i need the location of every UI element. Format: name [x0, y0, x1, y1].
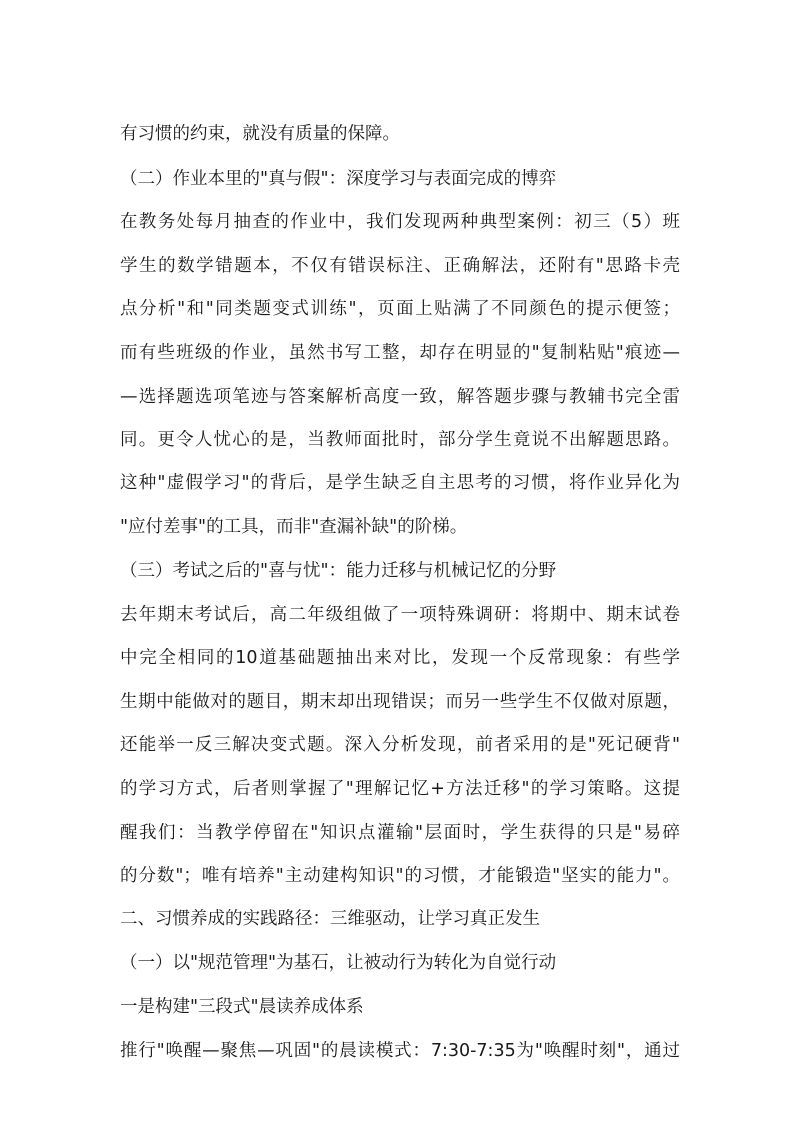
section-heading: （二）作业本里的"真与假"：深度学习与表面完成的博弈: [120, 168, 557, 189]
paragraph-line: 的分数"；唯有培养"主动建构知识"的习惯，才能锻造"坚实的能力"。: [120, 865, 680, 886]
paragraph-line: 去年期末考试后，高二年级组做了一项特殊调研：将期中、期末试卷: [120, 604, 680, 625]
paragraph-line: 这种"虚假学习"的背后，是学生缺乏自主思考的习惯，将作业异化为: [120, 472, 680, 493]
paragraph-line: 在教务处每月抽查的作业中，我们发现两种典型案例：初三（5）班: [120, 211, 680, 232]
paragraph-line: 还能举一反三解决变式题。深入分析发现，前者采用的是"死记硬背": [120, 734, 680, 755]
paragraph-line: 点分析"和"同类题变式训练"，页面上贴满了不同颜色的提示便签；: [120, 298, 680, 319]
paragraph-line: 中完全相同的10道基础题抽出来对比，发现一个反常现象：有些学: [120, 647, 680, 668]
paragraph-line: 而有些班级的作业，虽然书写工整，却存在明显的"复制粘贴"痕迹—: [120, 342, 680, 363]
subsection-heading: 一是构建"三段式"晨读养成体系: [120, 996, 364, 1017]
paragraph-line: 醒我们：当教学停留在"知识点灌输"层面时，学生获得的只是"易碎: [120, 822, 680, 843]
paragraph-line: 同。更令人忧心的是，当教师面批时，部分学生竟说不出解题思路。: [120, 429, 680, 450]
section-heading: （一）以"规范管理"为基石，让被动行为转化为自觉行动: [120, 952, 557, 973]
paragraph-line: 推行"唤醒—聚焦—巩固"的晨读模式：7:30-7:35为"唤醒时刻"，通过: [120, 1040, 680, 1061]
section-heading: 二、习惯养成的实践路径：三维驱动，让学习真正发生: [120, 908, 540, 929]
section-heading: （三）考试之后的"喜与忧"：能力迁移与机械记忆的分野: [120, 560, 557, 581]
paragraph-line: —选择题选项笔迹与答案解析高度一致，解答题步骤与教辅书完全雷: [120, 386, 680, 407]
paragraph-line: 学生的数学错题本，不仅有错误标注、正确解法，还附有"思路卡壳: [120, 255, 680, 276]
paragraph-line: "应付差事"的工具，而非"查漏补缺"的阶梯。: [120, 516, 468, 537]
paragraph-line: 有习惯的约束，就没有质量的保障。: [120, 123, 400, 144]
paragraph-line: 的学习方式，后者则掌握了"理解记忆+方法迁移"的学习策略。这提: [120, 778, 680, 799]
paragraph-line: 生期中能做对的题目，期末却出现错误；而另一些学生不仅做对原题，: [120, 691, 680, 712]
